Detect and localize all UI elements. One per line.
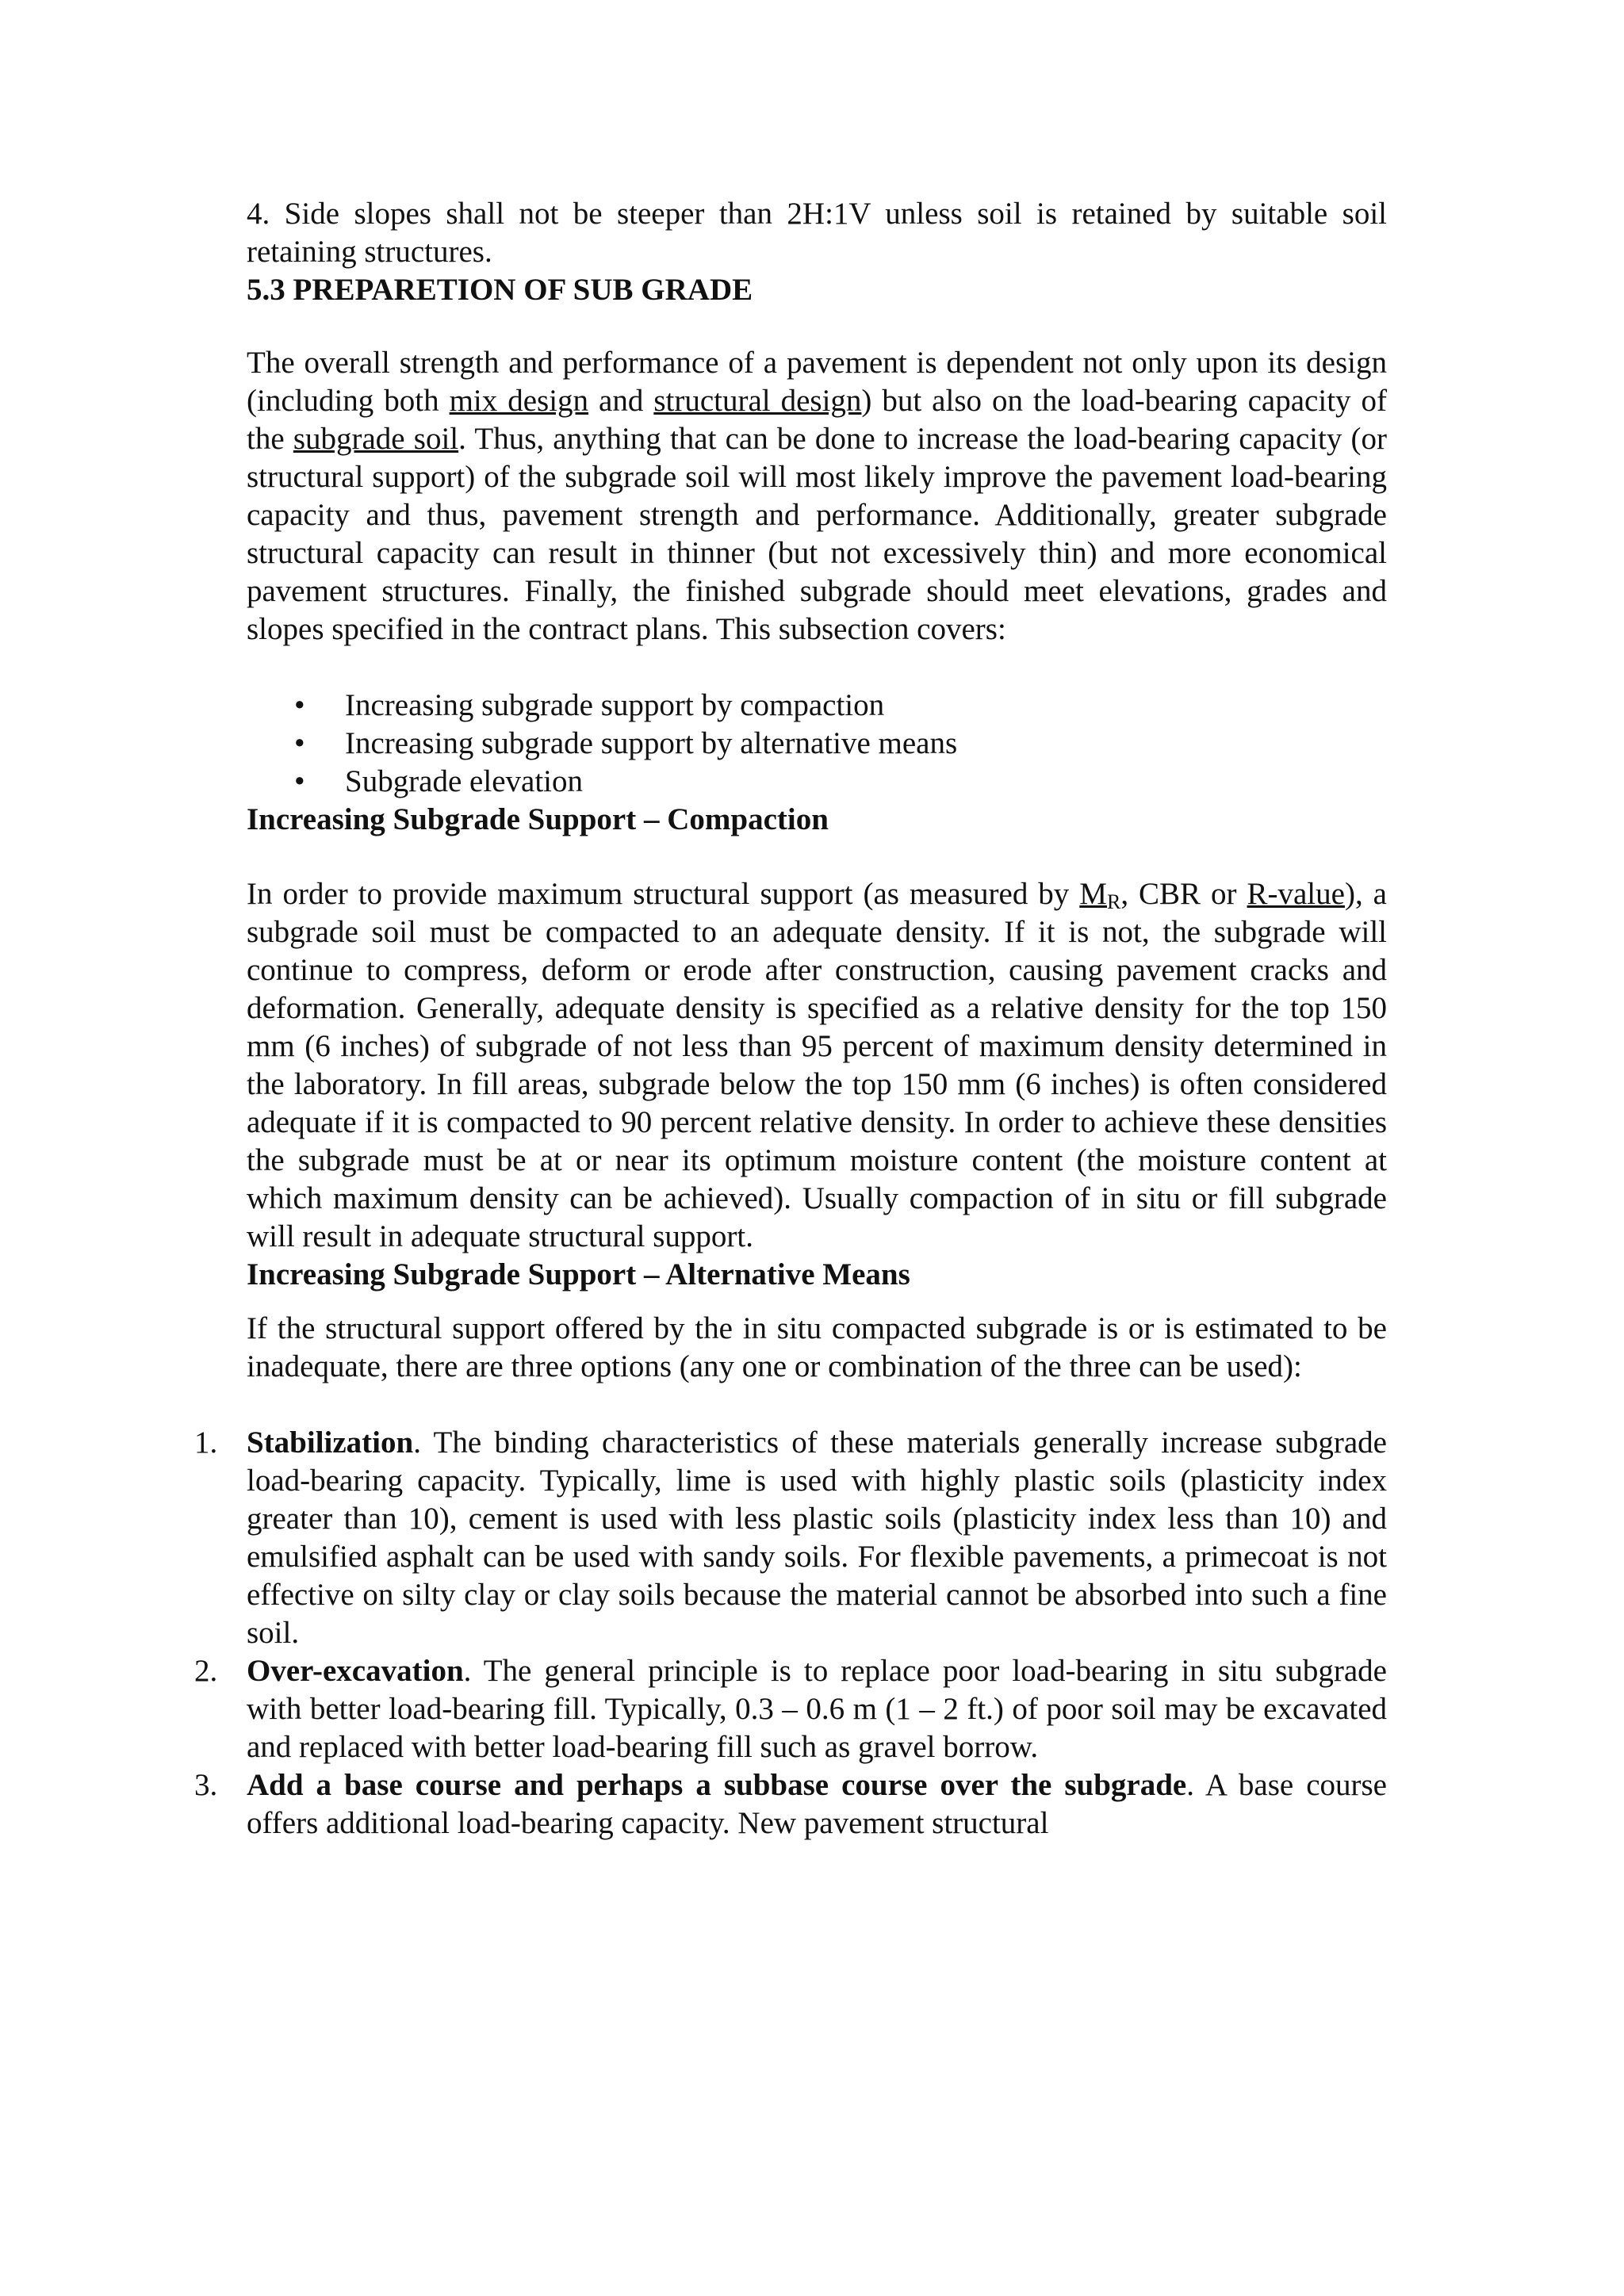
structural-design-link[interactable]: structural design xyxy=(653,384,862,418)
para-text: , CBR or xyxy=(1120,877,1247,911)
list-number: 2. xyxy=(194,1654,218,1688)
mr-link[interactable] xyxy=(1079,877,1120,911)
options-list xyxy=(194,1424,1387,1843)
section-heading: 5.3 PREPARETION OF SUB GRADE xyxy=(247,273,753,307)
list-item xyxy=(194,1766,1387,1843)
bullet-icon: • xyxy=(294,688,305,722)
para-text: ) but also on the load-bearing capacity of the xyxy=(247,384,1387,456)
list-item xyxy=(247,725,1387,763)
list-item-text: Increasing subgrade support by compaction xyxy=(345,688,885,722)
option-text: . The general principle is to replace poor load-bearing in situ subgrade with better load-bearing fill. Typically, 0.3 – 0.6 m (1 – 2 ft.) of poor soil may be excavated and replaced with better load-bearing fill such as gravel borrow. xyxy=(247,1654,1387,1764)
intro-item: 4. Side slopes shall not be steeper than 2H:1V unless soil is retained by suitable soil retaining structures. xyxy=(247,197,1387,269)
para-text: The overall strength and performance of a pavement is dependent not only upon its design (including both xyxy=(247,346,1387,418)
option-title: Stabilization xyxy=(247,1425,414,1460)
bullet-icon: • xyxy=(294,764,305,798)
document-page xyxy=(194,195,1387,1843)
list-item-text: Increasing subgrade support by alternative means xyxy=(345,726,958,760)
list-item xyxy=(247,763,1387,801)
alternative-heading: Increasing Subgrade Support – Alternative Means xyxy=(247,1257,910,1292)
list-item xyxy=(194,1424,1387,1652)
mr-subscript: R xyxy=(1106,890,1121,913)
alternative-paragraph: If the structural support offered by the in situ compacted subgrade is or is estimated to be inadequate, there are three options (any one or combination of the three can be used): xyxy=(247,1311,1387,1383)
compaction-paragraph xyxy=(247,875,1387,1256)
intro-paragraph xyxy=(247,344,1387,649)
list-item xyxy=(247,687,1387,725)
para-text: In order to provide maximum structural support (as measured by xyxy=(247,877,1080,911)
coverage-list xyxy=(247,687,1387,801)
r-value-link[interactable]: R-value xyxy=(1247,877,1345,911)
para-text: and xyxy=(588,384,654,418)
para-text: ), a subgrade soil must be compacted to an adequate density. If it is not, the subgrade will continue to compress, deform or erode after construction, causing pavement cracks and deformation. Generally, adequate density is specified as a relative density for the top 150 mm (6 inches) of subgrade of not less than 95 percent of maximum density determined in the laboratory. In fill areas, subgrade below the top 150 mm (6 inches) is often considered adequate if it is compacted to 90 percent relative density. In order to achieve these densities the subgrade must be at or near its optimum moisture content (the moisture content at which maximum density can be achieved). Usually compaction of in situ or fill subgrade will result in adequate structural support. xyxy=(247,877,1387,1253)
list-item-text: Subgrade elevation xyxy=(345,764,583,798)
list-number: 1. xyxy=(194,1425,218,1460)
list-item xyxy=(194,1652,1387,1766)
para-text: . Thus, anything that can be done to increase the load-bearing capacity (or structural support) of the subgrade soil will most likely improve the pavement load-bearing capacity and thus, pavement strength and performance. Additionally, greater subgrade structural capacity can result in thinner (but not excessively thin) and more economical pavement structures. Finally, the finished subgrade should meet elevations, grades and slopes specified in the contract plans. This subsection covers: xyxy=(247,422,1387,646)
bullet-icon: • xyxy=(294,726,305,760)
compaction-heading: Increasing Subgrade Support – Compaction xyxy=(247,802,829,836)
list-number: 3. xyxy=(194,1768,218,1802)
option-title: Add a base course and perhaps a subbase course over the subgrade xyxy=(247,1768,1187,1802)
option-text: . The binding characteristics of these materials generally increase subgrade load-bearing capacity. Typically, lime is used with highly plastic soils (plasticity index greater than 10), cement is used with less plastic soils (plasticity index less than 10) and emulsified asphalt can be used with sandy soils. For flexible pavements, a primecoat is not effective on silty clay or clay soils because the material cannot be absorbed into such a fine soil. xyxy=(247,1425,1387,1650)
option-title: Over-excavation xyxy=(247,1654,464,1688)
subgrade-soil-link[interactable]: subgrade soil xyxy=(293,422,459,456)
mix-design-link[interactable]: mix design xyxy=(449,384,589,418)
option-text: . A base course offers additional load-bearing capacity. New pavement structural xyxy=(247,1768,1387,1840)
mr-symbol: M xyxy=(1079,877,1107,911)
